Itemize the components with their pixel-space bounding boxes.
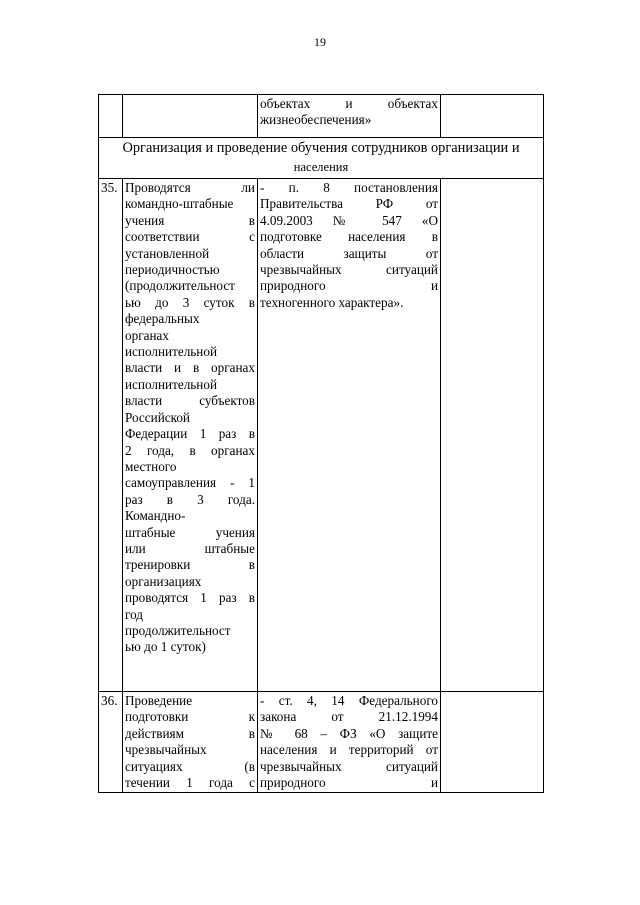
measure-line: ью до 1 суток)	[125, 639, 206, 655]
basis-line: 4.09.2003 № 547 «О	[260, 212, 438, 228]
cell-note	[441, 95, 544, 138]
measure-line: органах	[125, 327, 169, 343]
measure-line: исполнительной	[125, 376, 218, 392]
cell-note	[441, 179, 544, 692]
measure-line: местного	[125, 458, 177, 474]
measure-line: Российской	[125, 409, 190, 425]
section-heading	[99, 138, 544, 179]
measure-line: власти и в органах	[125, 360, 255, 376]
cell-measure	[123, 692, 258, 793]
measure-line: год	[125, 606, 144, 622]
section-heading-line: населения	[293, 160, 349, 174]
measure-line: проводятся 1 раз в	[125, 590, 255, 606]
measure-line: периодичностью	[125, 262, 220, 278]
basis-line: подготовке населения в	[260, 229, 438, 245]
measure-line: Проведение	[125, 693, 193, 708]
measure-line: Командно-	[125, 508, 186, 524]
basis-line: природного и	[260, 278, 438, 294]
basis-line: № 68 – ФЗ «О защите	[260, 725, 438, 741]
section-heading-row	[99, 138, 544, 179]
measure-line: раз в 3 года.	[125, 491, 255, 507]
cell-basis	[258, 692, 441, 793]
measure-line: власти субъектов	[125, 393, 255, 409]
basis-line: области защиты от	[260, 245, 438, 261]
measure-line: действиям в	[125, 725, 255, 741]
basis-line: Правительства РФ от	[260, 196, 438, 212]
basis-line: - ст. 4, 14 Федерального	[260, 693, 438, 708]
basis-line: жизнеобеспечения»	[260, 112, 372, 128]
cell-measure	[123, 179, 258, 692]
measure-line: чрезвычайных	[125, 742, 207, 758]
cell-measure	[123, 95, 258, 138]
basis-line: чрезвычайных ситуаций	[260, 758, 438, 774]
basis-line: населения и территорий от	[260, 742, 438, 758]
measure-line: штабные учения	[125, 524, 255, 540]
basis-line: чрезвычайных ситуаций	[260, 262, 438, 278]
measure-line: организациях	[125, 573, 202, 589]
basis-line: - п. 8 постановления	[260, 180, 438, 195]
basis-line: объектах и объектах	[260, 96, 438, 111]
table-row	[99, 179, 544, 692]
row-number: 35.	[99, 179, 123, 692]
measure-line: 2 года, в органах	[125, 442, 255, 458]
table-row-continuation	[99, 95, 544, 138]
measure-line: или штабные	[125, 540, 255, 556]
row-number: 36.	[99, 692, 123, 793]
cell-note	[441, 692, 544, 793]
measure-line: ью до 3 суток в	[125, 294, 255, 310]
cell-number	[99, 95, 123, 138]
measure-line: командно-штабные	[125, 196, 234, 212]
basis-line: закона от 21.12.1994	[260, 709, 438, 725]
measure-line: ситуациях (в	[125, 758, 255, 774]
measure-line: Федерации 1 раз в	[125, 426, 255, 442]
measure-line: тренировки в	[125, 557, 255, 573]
measure-line: самоуправления - 1	[125, 475, 255, 491]
measure-line: установленной	[125, 245, 210, 261]
section-heading-line: Организация и проведение обучения сотрудников организации и	[122, 140, 520, 156]
measure-line: подготовки к	[125, 709, 255, 725]
basis-line: природного и	[260, 775, 438, 791]
cell-basis	[258, 179, 441, 692]
table-row	[99, 692, 544, 793]
measure-line: продолжительност	[125, 622, 231, 638]
page-number: 19	[314, 35, 326, 49]
measure-line: соответствии с	[125, 229, 255, 245]
cell-basis	[258, 95, 441, 138]
basis-line: техногенного характера».	[260, 294, 404, 310]
measure-line: течении 1 года с	[125, 775, 255, 791]
measure-line: учения в	[125, 212, 255, 228]
measure-line: исполнительной	[125, 344, 218, 360]
measure-line: Проводятся ли	[125, 180, 255, 195]
measure-line: федеральных	[125, 311, 200, 327]
requirements-table	[98, 94, 544, 793]
measure-line: (продолжительност	[125, 278, 235, 294]
